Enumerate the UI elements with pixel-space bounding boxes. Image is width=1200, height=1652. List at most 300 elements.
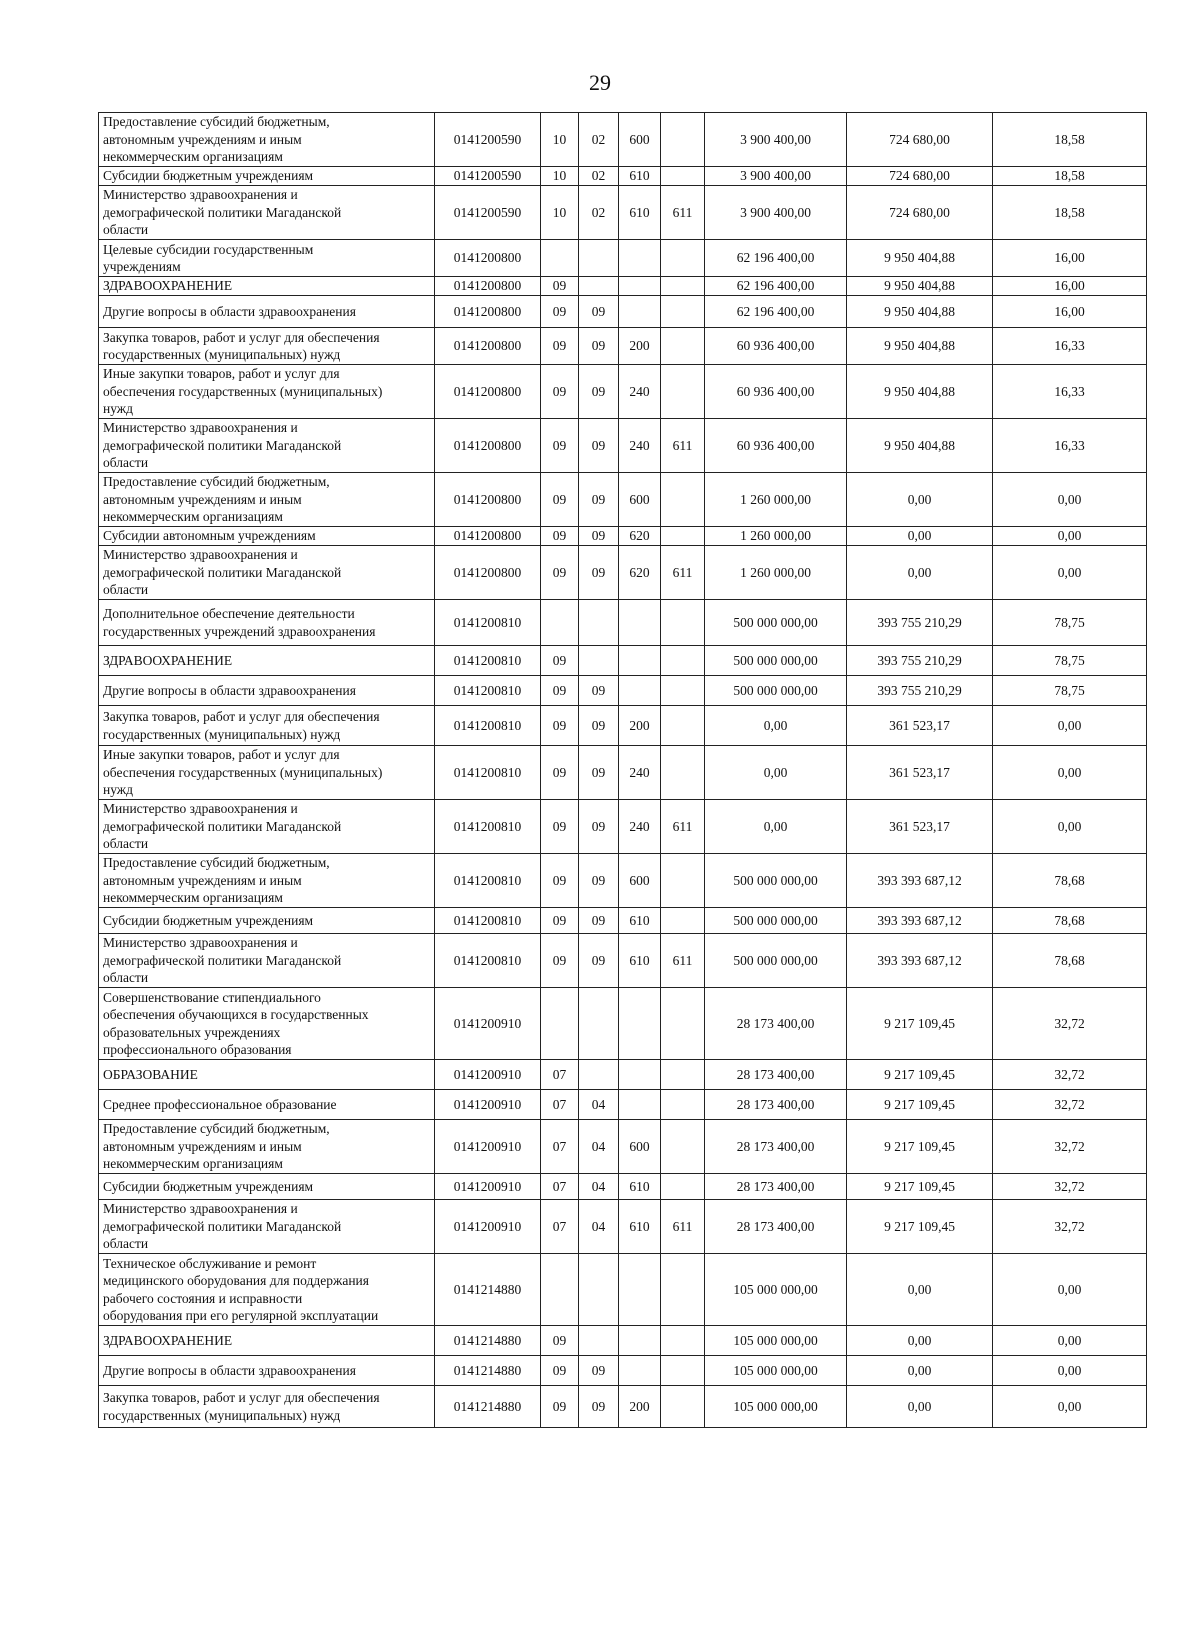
row-section-code — [541, 646, 579, 676]
row-target-code-text: 0141200590 — [453, 168, 522, 184]
row-section-code-text: 09 — [552, 303, 567, 319]
row-percent-text: 0,00 — [1057, 564, 1082, 580]
row-administrator-code — [661, 600, 705, 646]
row-actual-amount — [847, 527, 993, 546]
row-section-code-text: 09 — [552, 278, 567, 294]
row-actual-amount-text: 9 950 404,88 — [884, 303, 955, 319]
row-percent — [993, 186, 1147, 240]
row-name-text: ЗДРАВООХРАНЕНИЕ — [103, 278, 233, 294]
row-percent — [993, 800, 1147, 854]
row-subsection-code — [579, 934, 619, 988]
row-percent-text: 16,00 — [1054, 303, 1085, 319]
row-target-code — [435, 908, 541, 934]
table-row — [99, 113, 1147, 167]
row-percent-text: 0,00 — [1057, 491, 1082, 507]
row-subsection-code — [579, 1200, 619, 1254]
row-section-code-text: 09 — [552, 338, 567, 354]
row-percent — [993, 1200, 1147, 1254]
row-percent — [993, 328, 1147, 365]
row-expense-type-code — [619, 296, 661, 328]
row-subsection-code-text: 09 — [591, 952, 606, 968]
row-actual-amount — [847, 1254, 993, 1326]
row-name-text: Предоставление субсидий бюджетным, автономным учреждениям и иным некоммерческим организациям — [103, 474, 330, 525]
row-percent-text: 0,00 — [1057, 1281, 1082, 1297]
row-name-text: Закупка товаров, работ и услуг для обеспечения государственных (муниципальных) нужд — [103, 709, 380, 742]
row-section-code-text: 09 — [552, 717, 567, 733]
row-expense-type-code — [619, 908, 661, 934]
row-planned-amount-text: 28 173 400,00 — [736, 1066, 815, 1082]
row-subsection-code-text: 02 — [591, 131, 606, 147]
row-planned-amount — [705, 1120, 847, 1174]
row-subsection-code — [579, 473, 619, 527]
row-target-code — [435, 1200, 541, 1254]
row-percent — [993, 1090, 1147, 1120]
row-expense-type-code-text: 610 — [629, 912, 650, 928]
row-percent — [993, 240, 1147, 277]
row-planned-amount — [705, 419, 847, 473]
table-row — [99, 676, 1147, 706]
row-name — [99, 1200, 435, 1254]
row-target-code-text: 0141200810 — [453, 764, 522, 780]
row-section-code-text: 09 — [552, 818, 567, 834]
row-name — [99, 1386, 435, 1428]
row-percent-text: 16,33 — [1054, 383, 1085, 399]
row-section-code — [541, 1200, 579, 1254]
row-planned-amount — [705, 646, 847, 676]
row-name — [99, 800, 435, 854]
row-target-code-text: 0141200800 — [453, 303, 522, 319]
row-percent — [993, 1060, 1147, 1090]
row-subsection-code-text: 09 — [591, 717, 606, 733]
row-planned-amount — [705, 746, 847, 800]
row-actual-amount — [847, 1090, 993, 1120]
row-name — [99, 527, 435, 546]
row-subsection-code-text: 04 — [591, 1178, 606, 1194]
table-row — [99, 167, 1147, 186]
row-name-text: Предоставление субсидий бюджетным, автономным учреждениям и иным некоммерческим организациям — [103, 1121, 330, 1172]
row-administrator-code — [661, 854, 705, 908]
row-section-code-text: 09 — [552, 652, 567, 668]
row-actual-amount-text: 9 217 109,45 — [884, 1138, 955, 1154]
row-name-text: Иные закупки товаров, работ и услуг для обеспечения государственных (муниципальных) нужд — [103, 747, 383, 798]
row-target-code — [435, 1120, 541, 1174]
row-planned-amount — [705, 1386, 847, 1428]
row-actual-amount — [847, 473, 993, 527]
row-section-code — [541, 1174, 579, 1200]
row-planned-amount — [705, 277, 847, 296]
row-administrator-code-text: 611 — [672, 818, 693, 834]
row-target-code-text: 0141214880 — [453, 1398, 522, 1414]
row-planned-amount — [705, 328, 847, 365]
row-target-code — [435, 296, 541, 328]
row-planned-amount-text: 0,00 — [763, 717, 788, 733]
row-planned-amount-text: 500 000 000,00 — [733, 952, 818, 968]
row-name-text: Министерство здравоохранения и демографической политики Магаданской области — [103, 801, 342, 852]
row-expense-type-code — [619, 186, 661, 240]
table-row — [99, 328, 1147, 365]
row-name — [99, 1356, 435, 1386]
row-subsection-code — [579, 746, 619, 800]
row-planned-amount — [705, 296, 847, 328]
row-actual-amount-text: 9 950 404,88 — [884, 250, 955, 266]
row-planned-amount-text: 105 000 000,00 — [733, 1362, 818, 1378]
row-target-code-text: 0141214880 — [453, 1332, 522, 1348]
table-row — [99, 1060, 1147, 1090]
row-actual-amount-text: 393 755 210,29 — [877, 682, 962, 698]
row-section-code-text: 09 — [552, 872, 567, 888]
row-planned-amount-text: 0,00 — [763, 764, 788, 780]
row-target-code — [435, 365, 541, 419]
row-subsection-code-text: 04 — [591, 1138, 606, 1154]
row-section-code-text: 09 — [552, 564, 567, 580]
row-planned-amount-text: 28 173 400,00 — [736, 1218, 815, 1234]
row-name-text: Субсидии бюджетным учреждениям — [103, 1178, 314, 1194]
row-percent — [993, 546, 1147, 600]
row-percent — [993, 167, 1147, 186]
row-subsection-code-text: 09 — [591, 912, 606, 928]
row-section-code — [541, 600, 579, 646]
row-subsection-code — [579, 908, 619, 934]
row-actual-amount-text: 9 217 109,45 — [884, 1096, 955, 1112]
row-expense-type-code — [619, 1120, 661, 1174]
row-expense-type-code — [619, 934, 661, 988]
row-percent-text: 32,72 — [1054, 1096, 1085, 1112]
row-percent-text: 0,00 — [1057, 1398, 1082, 1414]
row-target-code-text: 0141200800 — [453, 338, 522, 354]
row-name — [99, 277, 435, 296]
row-expense-type-code — [619, 1174, 661, 1200]
row-subsection-code — [579, 1120, 619, 1174]
row-subsection-code — [579, 1254, 619, 1326]
row-planned-amount — [705, 546, 847, 600]
row-percent — [993, 934, 1147, 988]
row-section-code-text: 07 — [552, 1218, 567, 1234]
row-actual-amount — [847, 854, 993, 908]
row-expense-type-code-text: 600 — [629, 1138, 650, 1154]
row-actual-amount-text: 0,00 — [907, 1281, 932, 1297]
row-expense-type-code-text: 240 — [629, 818, 650, 834]
table-row — [99, 706, 1147, 746]
row-expense-type-code — [619, 1356, 661, 1386]
row-name-text: Среднее профессиональное образование — [103, 1096, 337, 1112]
row-percent-text: 32,72 — [1054, 1066, 1085, 1082]
row-target-code-text: 0141200910 — [453, 1138, 522, 1154]
row-name — [99, 746, 435, 800]
row-percent-text: 0,00 — [1057, 764, 1082, 780]
row-target-code — [435, 277, 541, 296]
row-percent — [993, 988, 1147, 1060]
row-expense-type-code — [619, 365, 661, 419]
row-actual-amount — [847, 240, 993, 277]
table-row — [99, 600, 1147, 646]
row-target-code-text: 0141200810 — [453, 652, 522, 668]
table-row — [99, 1174, 1147, 1200]
row-subsection-code — [579, 546, 619, 600]
row-subsection-code — [579, 1326, 619, 1356]
table-row — [99, 1090, 1147, 1120]
row-target-code-text: 0141200810 — [453, 818, 522, 834]
row-administrator-code — [661, 934, 705, 988]
row-actual-amount-text: 361 523,17 — [889, 764, 950, 780]
row-subsection-code — [579, 365, 619, 419]
row-percent-text: 0,00 — [1057, 528, 1082, 544]
table-row — [99, 908, 1147, 934]
row-section-code — [541, 1356, 579, 1386]
row-name-text: Целевые субсидии государственным учреждениям — [103, 241, 314, 274]
row-planned-amount — [705, 854, 847, 908]
row-name — [99, 600, 435, 646]
row-section-code-text: 09 — [552, 682, 567, 698]
row-administrator-code — [661, 328, 705, 365]
row-target-code-text: 0141200800 — [453, 437, 522, 453]
row-name — [99, 365, 435, 419]
row-actual-amount — [847, 746, 993, 800]
row-name — [99, 1060, 435, 1090]
row-percent-text: 18,58 — [1054, 168, 1085, 184]
row-expense-type-code-text: 200 — [629, 338, 650, 354]
row-percent — [993, 1356, 1147, 1386]
table-row — [99, 934, 1147, 988]
row-name — [99, 706, 435, 746]
row-subsection-code-text: 04 — [591, 1218, 606, 1234]
row-administrator-code — [661, 277, 705, 296]
row-planned-amount — [705, 167, 847, 186]
row-subsection-code-text: 09 — [591, 564, 606, 580]
row-section-code — [541, 1326, 579, 1356]
row-section-code — [541, 186, 579, 240]
row-actual-amount — [847, 1120, 993, 1174]
row-expense-type-code — [619, 473, 661, 527]
row-name-text: Техническое обслуживание и ремонт медицинского оборудования для поддержания рабочего состояния и исправности оборудования при его регулярной эксплуатации — [103, 1255, 379, 1323]
row-actual-amount — [847, 1386, 993, 1428]
row-expense-type-code — [619, 706, 661, 746]
row-planned-amount — [705, 1254, 847, 1326]
row-percent-text: 78,75 — [1054, 614, 1085, 630]
row-target-code — [435, 167, 541, 186]
row-section-code — [541, 240, 579, 277]
row-administrator-code — [661, 1174, 705, 1200]
row-actual-amount-text: 9 950 404,88 — [884, 383, 955, 399]
row-planned-amount-text: 1 260 000,00 — [740, 564, 811, 580]
row-administrator-code — [661, 167, 705, 186]
row-section-code-text: 07 — [552, 1138, 567, 1154]
row-planned-amount — [705, 1090, 847, 1120]
row-section-code — [541, 1386, 579, 1428]
row-name-text: Субсидии автономным учреждениям — [103, 528, 316, 544]
row-administrator-code — [661, 1386, 705, 1428]
row-expense-type-code — [619, 600, 661, 646]
row-target-code — [435, 676, 541, 706]
row-percent-text: 78,68 — [1054, 912, 1085, 928]
row-administrator-code — [661, 908, 705, 934]
table-body — [99, 113, 1147, 1428]
row-section-code — [541, 1060, 579, 1090]
row-actual-amount-text: 0,00 — [907, 1362, 932, 1378]
row-expense-type-code — [619, 676, 661, 706]
row-expense-type-code-text: 610 — [629, 1218, 650, 1234]
row-target-code-text: 0141200800 — [453, 564, 522, 580]
row-actual-amount-text: 0,00 — [907, 528, 932, 544]
row-target-code — [435, 1386, 541, 1428]
row-planned-amount — [705, 706, 847, 746]
row-administrator-code-text: 611 — [672, 564, 693, 580]
row-administrator-code — [661, 706, 705, 746]
row-subsection-code — [579, 1090, 619, 1120]
row-section-code-text: 07 — [552, 1096, 567, 1112]
row-subsection-code — [579, 186, 619, 240]
row-actual-amount — [847, 1200, 993, 1254]
row-name-text: Другие вопросы в области здравоохранения — [103, 1362, 356, 1378]
row-planned-amount — [705, 527, 847, 546]
row-target-code-text: 0141200810 — [453, 717, 522, 733]
row-subsection-code-text: 09 — [591, 338, 606, 354]
table-row — [99, 527, 1147, 546]
row-expense-type-code-text: 240 — [629, 383, 650, 399]
row-actual-amount-text: 393 393 687,12 — [877, 912, 962, 928]
row-percent-text: 78,75 — [1054, 682, 1085, 698]
row-target-code — [435, 1090, 541, 1120]
row-target-code — [435, 328, 541, 365]
row-percent-text: 32,72 — [1054, 1015, 1085, 1031]
row-expense-type-code — [619, 800, 661, 854]
row-subsection-code — [579, 1060, 619, 1090]
row-percent — [993, 676, 1147, 706]
table-row — [99, 419, 1147, 473]
table-row — [99, 240, 1147, 277]
row-percent — [993, 908, 1147, 934]
row-expense-type-code — [619, 746, 661, 800]
row-target-code — [435, 1060, 541, 1090]
row-actual-amount-text: 0,00 — [907, 564, 932, 580]
row-section-code — [541, 113, 579, 167]
row-administrator-code — [661, 800, 705, 854]
row-subsection-code — [579, 277, 619, 296]
row-name — [99, 186, 435, 240]
row-name-text: Субсидии бюджетным учреждениям — [103, 912, 314, 928]
row-target-code — [435, 419, 541, 473]
row-name — [99, 1174, 435, 1200]
row-expense-type-code — [619, 240, 661, 277]
row-percent — [993, 473, 1147, 527]
row-subsection-code-text: 09 — [591, 383, 606, 399]
row-percent-text: 16,33 — [1054, 437, 1085, 453]
row-name — [99, 934, 435, 988]
table-row — [99, 1326, 1147, 1356]
row-expense-type-code — [619, 277, 661, 296]
row-planned-amount-text: 28 173 400,00 — [736, 1178, 815, 1194]
row-actual-amount-text: 9 950 404,88 — [884, 338, 955, 354]
row-actual-amount — [847, 646, 993, 676]
table-row — [99, 296, 1147, 328]
row-name-text: ОБРАЗОВАНИЕ — [103, 1066, 198, 1082]
row-actual-amount — [847, 186, 993, 240]
row-actual-amount — [847, 365, 993, 419]
row-subsection-code-text: 09 — [591, 872, 606, 888]
row-subsection-code-text: 09 — [591, 437, 606, 453]
row-planned-amount-text: 1 260 000,00 — [740, 491, 811, 507]
row-actual-amount — [847, 1326, 993, 1356]
row-percent — [993, 746, 1147, 800]
row-planned-amount-text: 105 000 000,00 — [733, 1332, 818, 1348]
row-percent-text: 32,72 — [1054, 1138, 1085, 1154]
row-section-code — [541, 800, 579, 854]
row-percent-text: 18,58 — [1054, 204, 1085, 220]
row-target-code-text: 0141200800 — [453, 528, 522, 544]
row-planned-amount — [705, 908, 847, 934]
row-administrator-code — [661, 113, 705, 167]
table-row — [99, 746, 1147, 800]
row-planned-amount-text: 3 900 400,00 — [740, 131, 811, 147]
row-section-code-text: 10 — [552, 168, 567, 184]
row-target-code-text: 0141200910 — [453, 1178, 522, 1194]
row-actual-amount-text: 9 217 109,45 — [884, 1218, 955, 1234]
row-subsection-code — [579, 1356, 619, 1386]
row-expense-type-code-text: 610 — [629, 1178, 650, 1194]
row-administrator-code — [661, 1060, 705, 1090]
row-section-code-text: 09 — [552, 383, 567, 399]
row-planned-amount-text: 500 000 000,00 — [733, 682, 818, 698]
table-row — [99, 365, 1147, 419]
row-target-code-text: 0141200810 — [453, 952, 522, 968]
row-planned-amount-text: 28 173 400,00 — [736, 1096, 815, 1112]
row-percent-text: 16,00 — [1054, 278, 1085, 294]
row-target-code — [435, 1174, 541, 1200]
row-subsection-code-text: 09 — [591, 528, 606, 544]
row-actual-amount-text: 393 755 210,29 — [877, 652, 962, 668]
row-name — [99, 1326, 435, 1356]
row-subsection-code — [579, 706, 619, 746]
row-percent — [993, 1326, 1147, 1356]
row-section-code — [541, 473, 579, 527]
row-target-code — [435, 746, 541, 800]
table-row — [99, 277, 1147, 296]
row-actual-amount-text: 393 755 210,29 — [877, 614, 962, 630]
row-expense-type-code — [619, 854, 661, 908]
row-planned-amount-text: 60 936 400,00 — [736, 437, 815, 453]
row-administrator-code — [661, 1326, 705, 1356]
table-row — [99, 1254, 1147, 1326]
row-planned-amount — [705, 473, 847, 527]
row-expense-type-code-text: 600 — [629, 131, 650, 147]
row-actual-amount-text: 724 680,00 — [889, 168, 950, 184]
row-expense-type-code-text: 620 — [629, 528, 650, 544]
row-expense-type-code-text: 600 — [629, 872, 650, 888]
row-planned-amount-text: 28 173 400,00 — [736, 1138, 815, 1154]
row-name-text: Закупка товаров, работ и услуг для обеспечения государственных (муниципальных) нужд — [103, 1390, 380, 1423]
row-name-text: Иные закупки товаров, работ и услуг для обеспечения государственных (муниципальных) нужд — [103, 366, 383, 417]
row-actual-amount — [847, 988, 993, 1060]
row-name-text: Министерство здравоохранения и демографической политики Магаданской области — [103, 187, 342, 238]
row-planned-amount-text: 500 000 000,00 — [733, 912, 818, 928]
budget-table — [98, 112, 1147, 1428]
row-percent-text: 78,75 — [1054, 652, 1085, 668]
row-actual-amount — [847, 1174, 993, 1200]
row-subsection-code — [579, 296, 619, 328]
row-subsection-code-text: 02 — [591, 168, 606, 184]
row-target-code — [435, 113, 541, 167]
row-target-code — [435, 646, 541, 676]
row-actual-amount-text: 393 393 687,12 — [877, 872, 962, 888]
row-expense-type-code-text: 610 — [629, 952, 650, 968]
row-administrator-code — [661, 473, 705, 527]
row-planned-amount — [705, 186, 847, 240]
row-target-code — [435, 988, 541, 1060]
row-percent — [993, 854, 1147, 908]
row-administrator-code — [661, 746, 705, 800]
row-target-code-text: 0141200800 — [453, 278, 522, 294]
row-expense-type-code — [619, 1090, 661, 1120]
row-percent-text: 0,00 — [1057, 818, 1082, 834]
